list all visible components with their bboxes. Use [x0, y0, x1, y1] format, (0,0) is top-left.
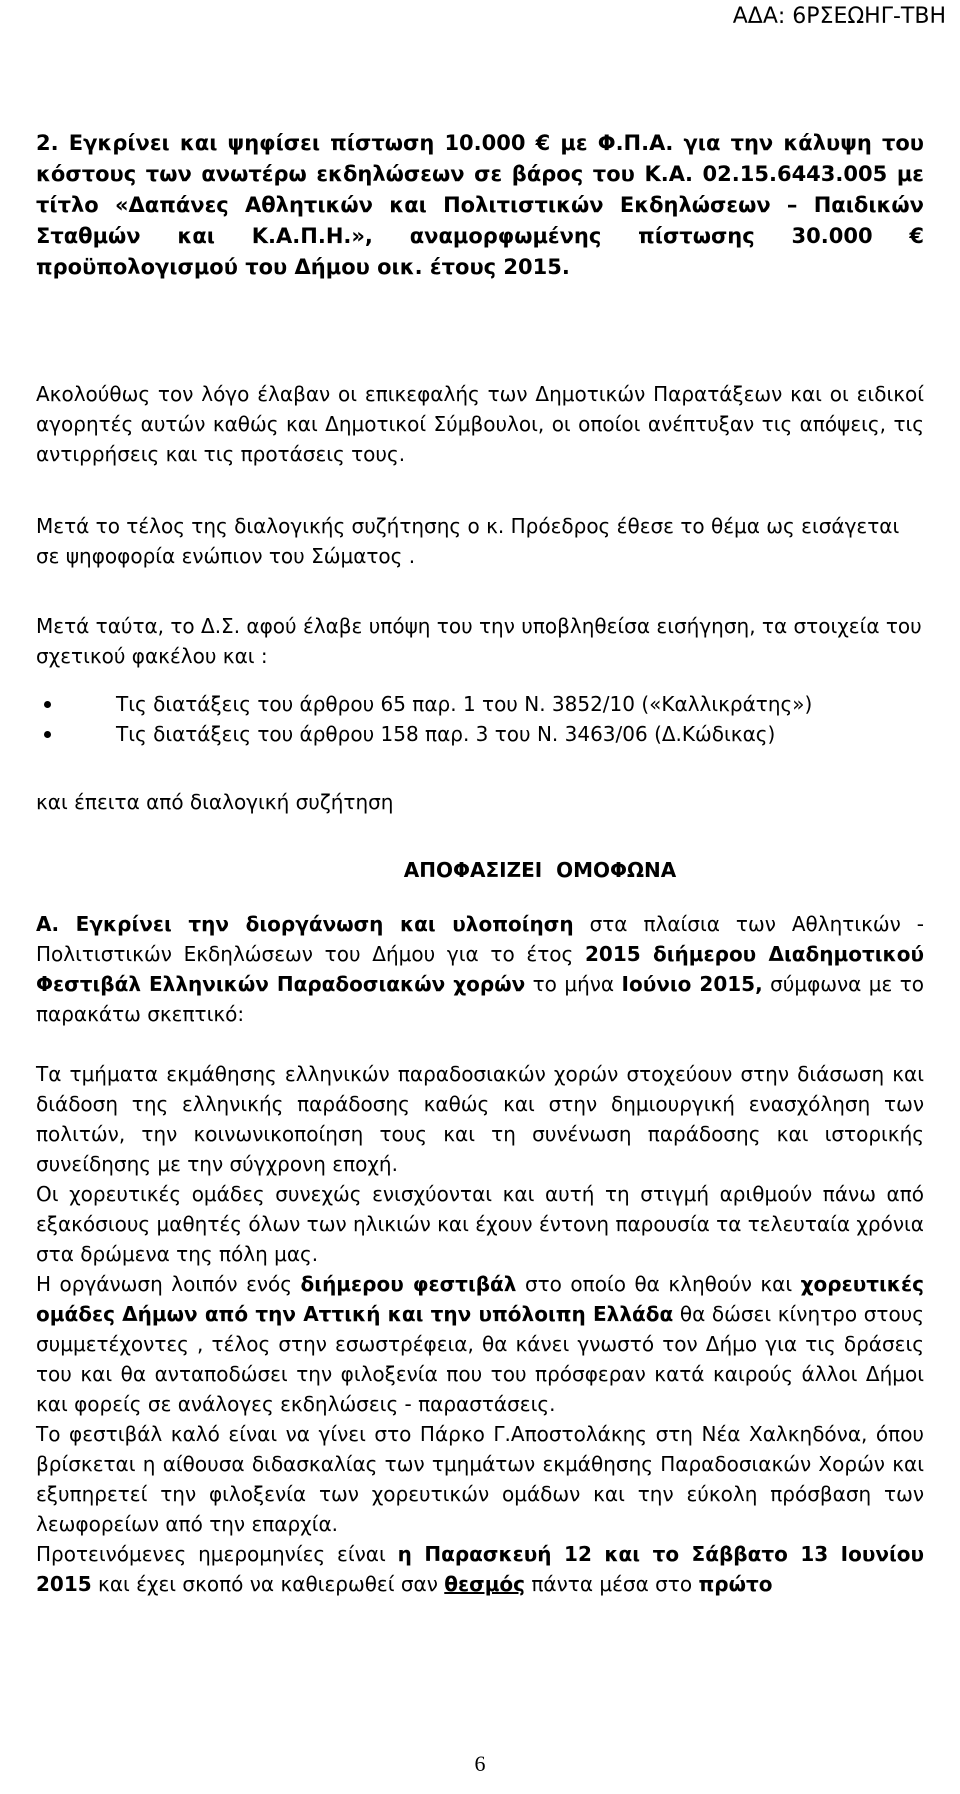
section-a: Α. Εγκρίνει την διοργάνωση και υλοποίηση στα πλαίσια των Αθλητικών - Πολιτιστικών Εκδηλώσεων του Δήμου για το έτος 2015 διήμερου Διαδημοτικού Φεστιβάλ Ελληνικών Παραδοσιακών χορών το μήνα Ιούνιο 2015, σύμφωνα με το παρακάτω σκεπτικό:	[36, 912, 925, 1026]
para-venue: Το φεστιβάλ καλό είναι να γίνει στο Πάρκο Γ.Αποστολάκης στη Νέα Χαλκηδόνα, όπου βρίσκεται η αίθουσα διδασκαλίας των τμημάτων εκμάθησης Παραδοσιακών Χορών και εξυπηρετεί την φιλοξενία των χορευτικών ομάδων και την εύκολη πρόσβαση των λεωφορείων από την επαρχία.	[36, 1422, 924, 1536]
para-after: και έπειτα από διαλογική συζήτηση	[36, 790, 394, 814]
festival-title: 2015 διήμερου Διαδημοτικού Φεστιβάλ Ελληνικών Παραδοσιακών χορών	[36, 942, 924, 996]
para-council: Μετά ταύτα, το Δ.Σ. αφού έλαβε υπόψη του την υποβληθείσα εισήγηση, τα στοιχεία του σχετικού φακέλου και :	[36, 614, 922, 668]
item-2-text: 2. Εγκρίνει και ψηφίσει πίστωση 10.000 € με Φ.Π.Α. για την κάλυψη του κόστους των ανωτέρω εκδηλώσεων σε βάρος του Κ.Α. 02.15.6443.005 με τίτλο «Δαπάνες Αθλητικών και Πολιτιστικών Εκδηλώσεων – Παιδικών Σταθμών και Κ.Α.Π.Η.», αναμορφωμένης πίστωσης 30.000 € προϋπολογισμού του Δήμου οικ. έτους 2015.	[36, 131, 924, 279]
page-number: 6	[474, 1751, 486, 1776]
decision-heading: ΑΠΟΦΑΣΙΖΕΙ ΟΜΟΦΩΝΑ	[403, 858, 677, 882]
bullet-icon	[44, 701, 51, 708]
para-purpose: Τα τμήματα εκμάθησης ελληνικών παραδοσιακών χορών στοχεύουν στην διάσωση και διάδοση της ελληνικής παράδοσης καθώς και στην δημιουργική ενασχόληση των πολιτών, την κοινωνικοποίηση τους και τη συνένωση παράδοσης και ιστορικής συνείδησης με την σύγχρονη εποχή.	[36, 1062, 924, 1176]
festival-month: Ιούνιο 2015,	[621, 972, 763, 996]
para-speakers: Ακολούθως τον λόγο έλαβαν οι επικεφαλής των Δημοτικών Παρατάξεων και οι ειδικοί αγορητές αυτών καθώς και Δημοτικοί Σύμβουλοι, οι οποίοι ανέπτυξαν τις απόψεις, τις αντιρρήσεις και τις προτάσεις τους.	[36, 382, 924, 466]
bullet-icon	[44, 731, 51, 738]
list-item: Τις διατάξεις του άρθρου 158 παρ. 3 του Ν. 3463/06 (Δ.Κώδικας)	[36, 719, 924, 749]
document-body	[36, 128, 924, 1599]
provisions-list	[36, 689, 924, 749]
section-a-prefix: Α. Εγκρίνει την διοργάνωση και υλοποίηση	[36, 912, 574, 936]
para-festival: Η οργάνωση λοιπόν ενός διήμερου φεστιβάλ στο οποίο θα κληθούν και χορευτικές ομάδες Δήμων από την Αττική και την υπόλοιπη Ελλάδα θα δώσει κίνητρο στους συμμετέχοντες , τέλος στην εσωστρέφεια, θα κάνει γνωστό τον Δήμο για τις δράσεις του και θα ανταποδώσει την φιλοξενία που του πρόσφεραν κατά καιρούς άλλοι Δήμοι και φορείς σε ανάλογες εκδηλώσεις - παραστάσεις.	[36, 1272, 924, 1416]
ada-code: ΑΔΑ: 6ΡΣΕΩΗΓ-ΤΒΗ	[732, 4, 946, 29]
para-groups: Οι χορευτικές ομάδες συνεχώς ενισχύονται και αυτή τη στιγμή αριθμούν πάνω από εξακόσιους μαθητές όλων των ηλικιών και έχουν έντονη παρουσία τα τελευταία χρόνια στα δρώμενα της πόλη μας.	[36, 1182, 924, 1266]
list-item: Τις διατάξεις του άρθρου 65 παρ. 1 του Ν. 3852/10 («Καλλικράτης»)	[36, 689, 924, 719]
para-dates: Προτεινόμενες ημερομηνίες είναι η Παρασκευή 12 και το Σάββατο 13 Ιουνίου 2015 και έχει σκοπό να καθιερωθεί σαν θεσμός πάντα μέσα στο πρώτο	[36, 1542, 924, 1596]
para-vote: Μετά το τέλος της διαλογικής συζήτησης ο κ. Πρόεδρος έθεσε το θέμα ως εισάγεται σε ψηφοφορία ενώπιον του Σώματος .	[36, 514, 900, 568]
